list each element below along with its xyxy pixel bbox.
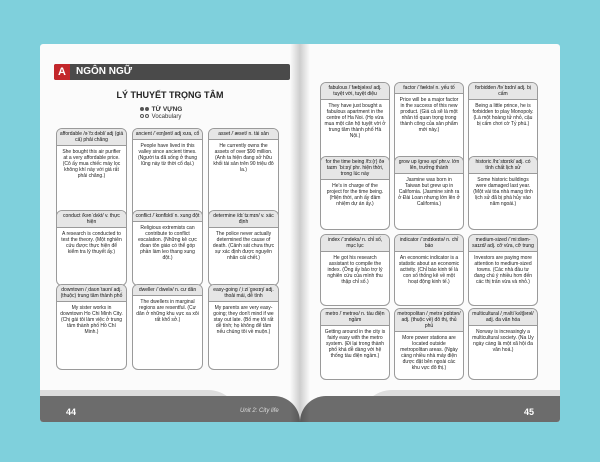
- card-body: Jasmine was born in Taiwan but grew up in California. (Jasmine sinh ra ở Đài Loan nhưng lớn lên ở California.): [398, 177, 460, 207]
- card-body: The dwellers in marginal regions are resentful. (Cư dân ở những khu vực xa xôi rất khổ sở.): [136, 299, 199, 323]
- card-body: He currently owns the assets of over $90 million. (Anh ta hiện đang sở hữu khối tài sản trên 90 triệu đô la.): [213, 143, 274, 173]
- vocab-card: [394, 156, 464, 230]
- card-head: conflict /ˈkɒnflɪkt/ n. xung đột: [133, 211, 202, 222]
- vocab-card: [394, 308, 464, 380]
- card-body: An economic indicator is a statistic about an economic activity. (Chỉ báo kinh tế là con số thống kê về một hoạt động kinh tế.): [398, 255, 460, 285]
- card-body: Norway is increasingly a multicultural society. (Na Uy ngày càng là một xã hội đa văn hoá.): [472, 329, 534, 353]
- card-head: grow up /ɡrəʊ ʌp/ phr.v. lớn lên, trưởng thành: [395, 157, 463, 174]
- page-number-right: 45: [523, 407, 534, 417]
- card-body: Investors are paying more attention to medium-sized towns. (Các nhà đầu tư đang chú ý nhiều hơn đến các thị trấn vừa và nhỏ.): [473, 255, 533, 285]
- bullet-icon: [145, 107, 149, 111]
- card-head: factor /ˈfæktə/ n. yếu tố: [395, 83, 463, 94]
- card-body: Being a little prince, he is forbidden to play Monopoly. (Là một hoàng tử nhỏ, cậu bị cấm chơi cờ Tỷ phú.): [472, 103, 534, 127]
- gutter-shadow: [290, 44, 310, 422]
- book-spread: [40, 44, 560, 422]
- card-head: metro /ˈmetrəʊ/ n. tàu điện ngầm: [321, 309, 389, 326]
- card-head: medium-sized /ˈmiːdiəm-saɪzd/ adj. cỡ vừa, cỡ trung: [469, 235, 537, 252]
- vocab-card: [394, 234, 464, 306]
- vocab-card: [208, 210, 279, 286]
- theory-title: LÝ THUYẾT TRỌNG TÂM: [116, 90, 224, 100]
- vocab-card: [320, 308, 390, 380]
- card-head: fabulous /ˈfæbjələs/ adj. tuyệt vời, tuyệt diệu: [321, 83, 389, 100]
- card-body: A research is conducted to test the theory. (Một nghiên cứu được thực hiện để kiểm tra lý thuyết ấy.): [61, 231, 122, 255]
- card-head: for the time being /fɔː(r) ðə taɪm ˈbiːɪŋ/ phr. hiện thời, trong lúc này: [321, 157, 389, 180]
- card-head: determine /dɪˈtɜːmɪn/ v. xác định: [209, 211, 278, 228]
- vocab-en: Vocabulary: [151, 114, 182, 120]
- card-head: easy-going /ˌiːziˈɡəʊɪŋ/ adj. thoải mái, dễ tính: [209, 285, 278, 302]
- vocab-card: [320, 156, 390, 230]
- vocab-card: [468, 234, 538, 306]
- vocab-card: [468, 156, 538, 230]
- card-head: multicultural /ˌmʌltiˈkʌltʃərəl/ adj. đa văn hóa: [469, 309, 537, 326]
- vocab-card: [132, 210, 203, 286]
- card-head: asset /ˈæset/ n. tài sản: [209, 129, 278, 140]
- card-body: She bought this air purifier at a very affordable price. (Cô ấy mua chiếc máy lọc không khí này với giá rất phải chăng.): [62, 149, 121, 179]
- card-head: indicator /ˈɪndɪkeɪtə/ n. chỉ báo: [395, 235, 463, 252]
- footer-bar: [300, 396, 560, 422]
- bullet-icon: [140, 107, 144, 111]
- card-body: They have just bought a fabulous apartment in the centre of Ha Noi. (Họ vừa mua một căn hộ tuyệt vời ở trung tâm thành phố Hà Nội.): [324, 103, 386, 139]
- card-body: The police never actually determined the cause of death. (Cảnh sát chưa thực sự xác định được nguyên nhân cái chết.): [212, 231, 275, 261]
- card-body: People have lived in this valley since ancient times. (Người ta đã sống ở thung lũng này từ thời cổ đại.): [137, 143, 198, 167]
- card-body: He's in charge of the project for the time being. (Hiện thời, anh ấy đảm nhiệm dự án ấy.): [326, 183, 384, 207]
- card-body: My parents are very easy-going; they don't mind if we stay out late. (Bố mẹ tôi rất dễ tính; họ không để tâm nếu chúng tôi về muộn.): [213, 305, 274, 335]
- card-head: forbidden /fəˈbɪdn/ adj. bị cấm: [469, 83, 537, 100]
- card-body: Price will be a major factor in the success of this new product. (Giá cả sẽ là một nhân tố quan trọng trong thành công của sản phẩm mới này.): [399, 97, 459, 133]
- card-head: index /ˈɪndeks/ n. chỉ số, mục lục: [321, 235, 389, 252]
- card-body: He got his research assistant to compile the index. (Ông ấy bảo trợ lý nghiên cứu của mình thu thập chỉ số.): [327, 255, 383, 285]
- bullet-icon: [140, 114, 144, 118]
- card-head: ancient /ˈeɪnʃənt/ adj xưa, cổ: [133, 129, 202, 140]
- right-page: [300, 44, 560, 422]
- card-head: dweller /ˈdwelə/ n. cư dân: [133, 285, 202, 296]
- card-head: metropolitan /ˌmetrəˈpɒlɪtən/ adj. (thuộc về) đô thị, thủ phủ: [395, 309, 463, 332]
- card-body: Some historic buildings were damaged last year. (Một vài tòa nhà mang tính lịch sử đã bị phá hủy vào năm ngoái.): [473, 177, 533, 207]
- card-body: My sister works in downtown Ho Chi Minh City. (Chị gái tôi làm việc ở trung tâm thành phố Hồ Chí Minh.): [60, 305, 123, 335]
- vocab-heading: [140, 106, 182, 121]
- page-number-left: 44: [66, 407, 77, 417]
- card-head: affordable /əˈfɔːdəbl/ adj (giá cả) phải chăng: [57, 129, 126, 146]
- vocab-card: [468, 308, 538, 380]
- card-body: Getting around in the city is fairly easy with the metro system. (Đi lại trong thành phố khá dễ dàng với hệ thống tàu điện ngầm.): [324, 329, 386, 359]
- section-title: NGÔN NGỮ: [76, 66, 133, 77]
- vocab-card: [56, 210, 127, 286]
- card-body: Religious extremists can contribute to conflict escalation. (Những kẻ cực đoan tôn giáo có thể góp phần làm leo thang xung đột.): [138, 225, 197, 261]
- card-head: conduct /kənˈdʌkt/ v. thực hiện: [57, 211, 126, 228]
- vocab-card: [132, 284, 203, 370]
- vocab-card: [208, 284, 279, 370]
- section-letter: A: [54, 64, 70, 80]
- vocab-vi: TỪ VỰNG: [151, 106, 183, 113]
- section-header: [54, 64, 290, 80]
- unit-label: Unit 2: City life: [240, 408, 279, 414]
- left-page: [40, 44, 300, 422]
- card-body: More power stations are located outside metropolitan areas. (Ngày càng nhiều nhà máy điện được đặt bên ngoài các khu vực đô thị.): [400, 335, 458, 371]
- bullet-icon: [145, 114, 149, 118]
- vocab-card: [320, 234, 390, 306]
- card-head: downtown /ˌdaʊnˈtaʊn/ adj. (thuộc) trung tâm thành phố: [57, 285, 126, 302]
- vocab-card: [56, 284, 127, 370]
- card-head: historic /hɪˈstɒrɪk/ adj. có tính chất lịch sử: [469, 157, 537, 174]
